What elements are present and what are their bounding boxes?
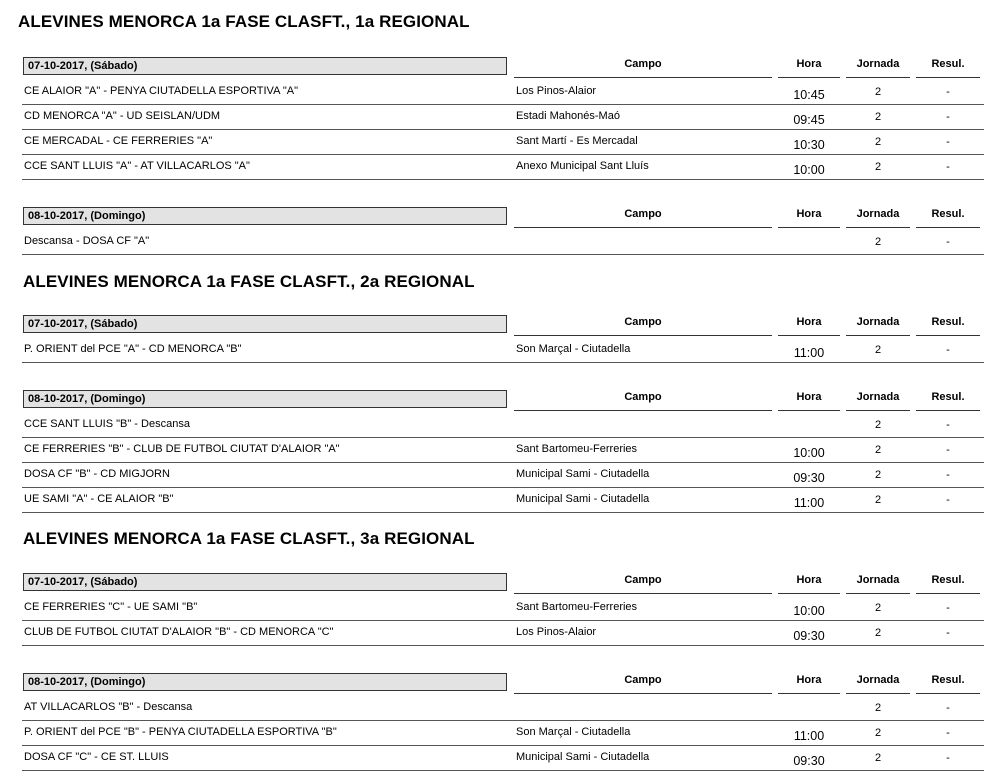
column-header-resul: Resul. [916, 573, 980, 594]
match-result: - [946, 702, 950, 714]
table-row [22, 155, 984, 180]
column-header-jornada: Jornada [846, 573, 910, 594]
match-result: - [946, 344, 950, 356]
match-time: 10:00 [793, 446, 825, 460]
match-round: 2 [874, 111, 882, 123]
match-teams: CE MERCADAL - CE FERRERIES "A" [24, 135, 213, 147]
match-round: 2 [874, 444, 882, 456]
column-header-resul: Resul. [916, 207, 980, 228]
match-round: 2 [874, 469, 882, 481]
match-teams: CCE SANT LLUIS "B" - Descansa [24, 418, 190, 430]
column-header-campo: Campo [514, 390, 772, 411]
column-header-campo: Campo [514, 673, 772, 694]
match-venue: Sant Bartomeu-Ferreries [516, 443, 638, 455]
match-round: 2 [874, 702, 882, 714]
match-result: - [946, 136, 950, 148]
table-row [22, 80, 984, 105]
column-header-resul: Resul. [916, 390, 980, 411]
table-header [0, 57, 1000, 79]
match-round: 2 [874, 494, 882, 506]
match-time: 10:00 [793, 163, 825, 177]
match-teams: CLUB DE FUTBOL CIUTAT D'ALAIOR "B" - CD MENORCA "C" [24, 626, 334, 638]
match-venue: Estadi Mahonés-Maó [516, 110, 620, 122]
match-teams: P. ORIENT del PCE "B" - PENYA CIUTADELLA ESPORTIVA "B" [24, 726, 337, 738]
match-date-label: 07-10-2017, (Sábado) [23, 315, 507, 333]
match-result: - [946, 236, 950, 248]
column-header-jornada: Jornada [846, 673, 910, 694]
match-teams: CE FERRERIES "C" - UE SAMI "B" [24, 601, 198, 613]
column-header-campo: Campo [514, 57, 772, 78]
match-result: - [946, 602, 950, 614]
table-row [22, 463, 984, 488]
match-teams: Descansa - DOSA CF "A" [24, 235, 150, 247]
table-row [22, 338, 984, 363]
match-round: 2 [874, 752, 882, 764]
match-teams: CE ALAIOR "A" - PENYA CIUTADELLA ESPORTIVA "A" [24, 85, 299, 97]
match-time: 09:30 [793, 629, 825, 643]
match-round: 2 [874, 136, 882, 148]
table-row [22, 596, 984, 621]
column-header-resul: Resul. [916, 315, 980, 336]
column-header-campo: Campo [514, 315, 772, 336]
column-header-jornada: Jornada [846, 315, 910, 336]
match-time: 09:30 [793, 754, 825, 768]
match-teams: P. ORIENT del PCE "A" - CD MENORCA "B" [24, 343, 242, 355]
match-result: - [946, 727, 950, 739]
column-header-hora: Hora [778, 390, 840, 411]
match-time: 10:45 [793, 88, 825, 102]
match-time: 11:00 [793, 346, 825, 360]
match-venue: Son Marçal - Ciutadella [516, 726, 631, 738]
match-result: - [946, 494, 950, 506]
match-date-label: 08-10-2017, (Domingo) [23, 207, 507, 225]
match-venue: Son Marçal - Ciutadella [516, 343, 631, 355]
match-venue: Los Pinos-Alaior [516, 626, 597, 638]
match-round: 2 [874, 161, 882, 173]
match-result: - [946, 111, 950, 123]
match-date-label: 07-10-2017, (Sábado) [23, 57, 507, 75]
match-date-label: 08-10-2017, (Domingo) [23, 390, 507, 408]
match-venue: Sant Bartomeu-Ferreries [516, 601, 638, 613]
column-header-hora: Hora [778, 57, 840, 78]
column-header-hora: Hora [778, 315, 840, 336]
match-date-label: 08-10-2017, (Domingo) [23, 673, 507, 691]
match-date-label: 07-10-2017, (Sábado) [23, 573, 507, 591]
column-header-jornada: Jornada [846, 390, 910, 411]
table-row [22, 488, 984, 513]
match-result: - [946, 419, 950, 431]
match-teams: AT VILLACARLOS "B" - Descansa [24, 701, 193, 713]
match-venue: Municipal Sami - Ciutadella [516, 751, 650, 763]
match-teams: CCE SANT LLUIS "A" - AT VILLACARLOS "A" [24, 160, 250, 172]
match-round: 2 [874, 602, 882, 614]
match-time: 09:45 [793, 113, 825, 127]
section-title: ALEVINES MENORCA 1a FASE CLASFT., 3a REGIONAL [23, 529, 475, 548]
table-row [22, 130, 984, 155]
column-header-hora: Hora [778, 673, 840, 694]
match-round: 2 [874, 236, 882, 248]
column-header-jornada: Jornada [846, 207, 910, 228]
table-header [0, 315, 1000, 337]
column-header-campo: Campo [514, 573, 772, 594]
table-row [22, 230, 984, 255]
table-row [22, 105, 984, 130]
table-row [22, 438, 984, 463]
match-time: 11:00 [793, 729, 825, 743]
match-venue: Municipal Sami - Ciutadella [516, 493, 650, 505]
match-result: - [946, 627, 950, 639]
table-header [0, 673, 1000, 695]
section-title: ALEVINES MENORCA 1a FASE CLASFT., 1a REGIONAL [18, 12, 470, 31]
match-time: 09:30 [793, 471, 825, 485]
match-time: 10:00 [793, 604, 825, 618]
match-round: 2 [874, 727, 882, 739]
match-time: 11:00 [793, 496, 825, 510]
table-row [22, 696, 984, 721]
match-result: - [946, 469, 950, 481]
table-row [22, 413, 984, 438]
table-row [22, 746, 984, 771]
match-result: - [946, 161, 950, 173]
match-teams: UE SAMI "A" - CE ALAIOR "B" [24, 493, 174, 505]
match-venue: Sant Martí - Es Mercadal [516, 135, 638, 147]
match-round: 2 [874, 627, 882, 639]
match-teams: DOSA CF "B" - CD MIGJORN [24, 468, 170, 480]
table-header [0, 390, 1000, 412]
match-result: - [946, 444, 950, 456]
column-header-jornada: Jornada [846, 57, 910, 78]
column-header-hora: Hora [778, 207, 840, 228]
column-header-hora: Hora [778, 573, 840, 594]
match-teams: CE FERRERIES "B" - CLUB DE FUTBOL CIUTAT D'ALAIOR "A" [24, 443, 340, 455]
match-round: 2 [874, 344, 882, 356]
match-venue: Municipal Sami - Ciutadella [516, 468, 650, 480]
match-teams: CD MENORCA "A" - UD SEISLAN/UDM [24, 110, 221, 122]
column-header-campo: Campo [514, 207, 772, 228]
match-time: 10:30 [793, 138, 825, 152]
table-row [22, 621, 984, 646]
match-round: 2 [874, 86, 882, 98]
table-row [22, 721, 984, 746]
table-header [0, 573, 1000, 595]
match-venue: Los Pinos-Alaior [516, 85, 597, 97]
match-result: - [946, 752, 950, 764]
match-round: 2 [874, 419, 882, 431]
match-venue: Anexo Municipal Sant Lluís [516, 160, 649, 172]
column-header-resul: Resul. [916, 57, 980, 78]
table-header [0, 207, 1000, 229]
column-header-resul: Resul. [916, 673, 980, 694]
match-teams: DOSA CF "C" - CE ST. LLUIS [24, 751, 169, 763]
match-result: - [946, 86, 950, 98]
section-title: ALEVINES MENORCA 1a FASE CLASFT., 2a REGIONAL [23, 272, 475, 291]
